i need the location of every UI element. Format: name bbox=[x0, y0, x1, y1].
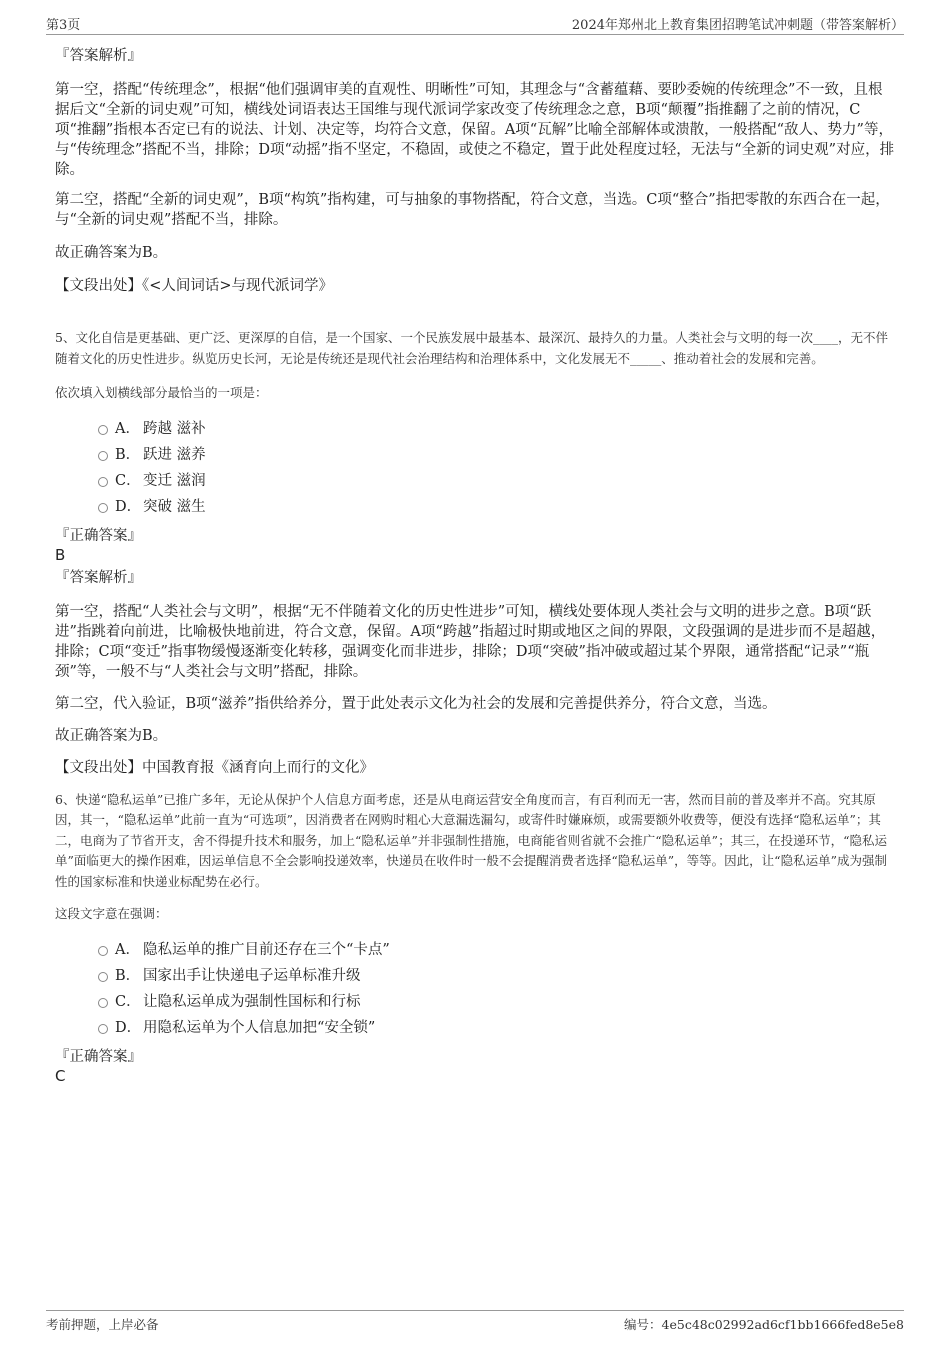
option-list bbox=[55, 937, 895, 1041]
document-title: 2024年郑州北上教育集团招聘笔试冲刺题（带答案解析） bbox=[571, 18, 904, 33]
footer-slogan: 考前押题，上岸必备 bbox=[46, 1317, 159, 1332]
correct-answer-label: 『正确答案』 bbox=[55, 1048, 142, 1065]
analysis-paragraph-2: 第二空，搭配“全新的词史观”，B项“构筑”指构建，可与抽象的事物搭配，符合文意，当选。C项“整合”指把零散的东西合在一起，与“全新的词史观”搭配不当，排除。 bbox=[55, 192, 890, 228]
option-c[interactable]: C． 变迁 滋润 bbox=[55, 468, 895, 494]
radio-icon[interactable] bbox=[98, 477, 108, 487]
analysis-label: 『答案解析』 bbox=[55, 569, 142, 586]
radio-icon[interactable] bbox=[98, 425, 108, 435]
page-header bbox=[46, 12, 904, 35]
option-a[interactable]: A． 隐私运单的推广目前还存在三个“卡点” bbox=[55, 937, 895, 963]
source-citation: 【文段出处】《<人间词话>与现代派词学》 bbox=[55, 278, 334, 294]
correct-answer-value: C bbox=[55, 1066, 66, 1085]
question-5 bbox=[55, 328, 895, 778]
analysis-conclusion: 故正确答案为B。 bbox=[55, 245, 168, 261]
radio-icon[interactable] bbox=[98, 946, 108, 956]
analysis-paragraph-1: 第一空，搭配“传统理念”，根据“他们强调审美的直观性、明晰性”可知，其理念与“含蓄蕴藉、要眇委婉的传统理念”不一致，且根据后文“全新的词史观”可知，横线处词语表达王国维与现代派词学家改变了传统理念之意，B项“颠覆”指推翻了之前的情况，C项“推翻”指根本否定已有的说法、计划、决定等，均符合文意，保留。A项“瓦解”比喻全部解体或溃散，一般搭配“敌人、势力”等，与“传统理念”搭配不当，排除；D项“动摇”指不坚定，不稳固，或使之不稳定，置于此处程度过轻，无法与“全新的词史观”对应，排除。 bbox=[55, 82, 895, 178]
source-citation: 【文段出处】中国教育报《涵育向上而行的文化》 bbox=[55, 759, 374, 776]
option-b[interactable]: B． 国家出手让快递电子运单标准升级 bbox=[55, 963, 895, 989]
radio-icon[interactable] bbox=[98, 998, 108, 1008]
analysis-conclusion: 故正确答案为B。 bbox=[55, 727, 168, 744]
page-footer bbox=[46, 1310, 904, 1333]
page-number: 第3页 bbox=[46, 18, 81, 33]
document-code: 编号：4e5c48c02992ad6cf1bb1666fed8e5e8 bbox=[624, 1317, 904, 1332]
question-6 bbox=[55, 790, 895, 1085]
radio-icon[interactable] bbox=[98, 972, 108, 982]
question-stem: 5、文化自信是更基础、更广泛、更深厚的自信，是一个国家、一个民族发展中最基本、最深沉、最持久的力量。人类社会与文明的每一次____，无不伴随着文化的历史性进步。纵览历史长河，无论是传统还是现代社会治理结构和治理体系中，文化发展无不_____、推动着社会的发展和完善。 bbox=[55, 330, 888, 366]
option-b[interactable]: B． 跃进 滋养 bbox=[55, 442, 895, 468]
correct-answer-value: B bbox=[55, 545, 66, 564]
option-c[interactable]: C． 让隐私运单成为强制性国标和行标 bbox=[55, 989, 895, 1015]
option-list bbox=[55, 416, 895, 520]
page-content bbox=[55, 46, 895, 1085]
question-prompt: 依次填入划横线部分最恰当的一项是： bbox=[55, 385, 268, 400]
analysis-paragraph-2: 第二空，代入验证，B项“滋养”指供给养分，置于此处表示文化为社会的发展和完善提供养分，符合文意，当选。 bbox=[55, 695, 777, 712]
option-a[interactable]: A． 跨越 滋补 bbox=[55, 416, 895, 442]
analysis-label: 『答案解析』 bbox=[55, 48, 142, 64]
option-d[interactable]: D． 用隐私运单为个人信息加把“安全锁” bbox=[55, 1015, 895, 1041]
question-stem: 6、快递“隐私运单”已推广多年，无论从保护个人信息方面考虑，还是从电商运营安全角度而言，有百利而无一害，然而目前的普及率并不高。究其原因，其一，“隐私运单”此前一直为“可选项”，因消费者在网购时粗心大意漏选漏勾，或寄件时嫌麻烦，或需要额外收费等，便没有选择“隐私运单”；其二，电商为了节省开支，舍不得提升技术和服务，加上“隐私运单”并非强制性措施，电商能省则省就不会推广“隐私运单”；其三，在投递环节，“隐私运单”面临更大的操作困难，因运单信息不全会影响投递效率，快递员在收件时一般不会提醒消费者选择“隐私运单”，等等。因此，让“隐私运单”成为强制性的国家标准和快递业标配势在必行。 bbox=[55, 791, 887, 889]
question-prompt: 这段文字意在强调： bbox=[55, 906, 168, 921]
option-d[interactable]: D． 突破 滋生 bbox=[55, 494, 895, 520]
radio-icon[interactable] bbox=[98, 1024, 108, 1034]
analysis-paragraph-1: 第一空，搭配“人类社会与文明”，根据“无不伴随着文化的历史性进步”可知，横线处要体现人类社会与文明的进步之意。B项“跃进”指跳着向前进，比喻极快地前进，符合文意，保留。A项“跨越”指超过时期或地区之间的界限，文段强调的是进步而不是超越，排除；C项“变迁”指事物缓慢逐渐变化转移，强调变化而非进步，排除；D项“突破”指冲破或超过某个界限，通常搭配“记录”“瓶颈”等，一般不与“人类社会与文明”搭配，排除。 bbox=[55, 603, 886, 680]
correct-answer-label: 『正确答案』 bbox=[55, 527, 142, 544]
radio-icon[interactable] bbox=[98, 451, 108, 461]
radio-icon[interactable] bbox=[98, 503, 108, 513]
